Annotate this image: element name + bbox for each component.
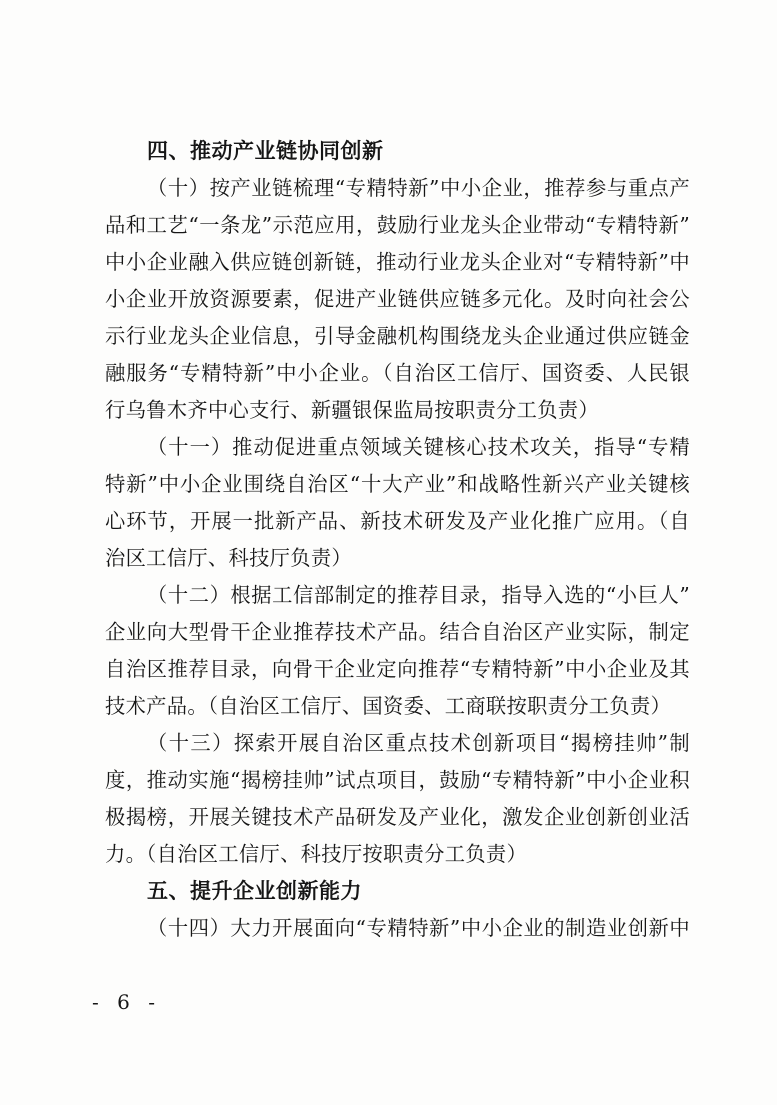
paragraph-line: 技术产品。（自治区工信厅、国资委、工商联按职责分工负责） — [105, 694, 672, 718]
paragraph-line: （十一）推动促进重点领域关键核心技术攻关，指导“专精 — [147, 435, 690, 459]
paragraph-line: 自治区推荐目录，向骨干企业定向推荐“专精特新”中小企业及其 — [105, 657, 690, 681]
section-heading: 四、推动产业链协同创新 — [147, 139, 384, 163]
paragraph-line: （十）按产业链梳理“专精特新”中小企业，推荐参与重点产 — [147, 176, 690, 200]
paragraph-line: 中小企业融入供应链创新链，推动行业龙头企业对“专精特新”中 — [105, 250, 690, 274]
paragraph — [105, 170, 690, 429]
paragraph-line: 示行业龙头企业信息，引导金融机构围绕龙头企业通过供应链金 — [105, 324, 690, 348]
paragraph-line: 行乌鲁木齐中心支行、新疆银保监局按职责分工负责） — [105, 398, 599, 422]
paragraph-line: 融服务“专精特新”中小企业。（自治区工信厅、国资委、人民银 — [105, 361, 690, 385]
paragraph — [105, 577, 690, 725]
paragraph-line: （十四）大力开展面向“专精特新”中小企业的制造业创新中 — [147, 916, 690, 940]
paragraph-line: 极揭榜，开展关键技术产品研发及产业化，激发企业创新创业活 — [105, 805, 690, 829]
page-number: - 6 - — [92, 990, 161, 1014]
paragraph — [105, 429, 690, 577]
paragraph-line: 治区工信厅、科技厅负责） — [105, 546, 352, 570]
paragraph-line: （十三）探索开展自治区重点技术创新项目“揭榜挂帅”制 — [147, 731, 690, 755]
paragraph-line: 品和工艺“一条龙”示范应用，鼓励行业龙头企业带动“专精特新” — [105, 213, 690, 237]
paragraph-line: 度，推动实施“揭榜挂帅”试点项目，鼓励“专精特新”中小企业积 — [105, 768, 690, 792]
paragraph-line: （十二）根据工信部制定的推荐目录，指导入选的“小巨人” — [147, 583, 690, 607]
section-heading: 五、提升企业创新能力 — [147, 879, 362, 903]
document-body — [105, 133, 690, 947]
paragraph-line: 企业向大型骨干企业推荐技术产品。结合自治区产业实际，制定 — [105, 620, 690, 644]
paragraph — [105, 725, 690, 873]
paragraph-line: 心环节，开展一批新产品、新技术研发及产业化推广应用。（自 — [105, 509, 690, 533]
paragraph — [105, 910, 690, 947]
paragraph-line: 特新”中小企业围绕自治区“十大产业”和战略性新兴产业关键核 — [105, 472, 690, 496]
paragraph-line: 力。（自治区工信厅、科技厅按职责分工负责） — [105, 842, 528, 866]
paragraph-line: 小企业开放资源要素，促进产业链供应链多元化。及时向社会公 — [105, 287, 690, 311]
